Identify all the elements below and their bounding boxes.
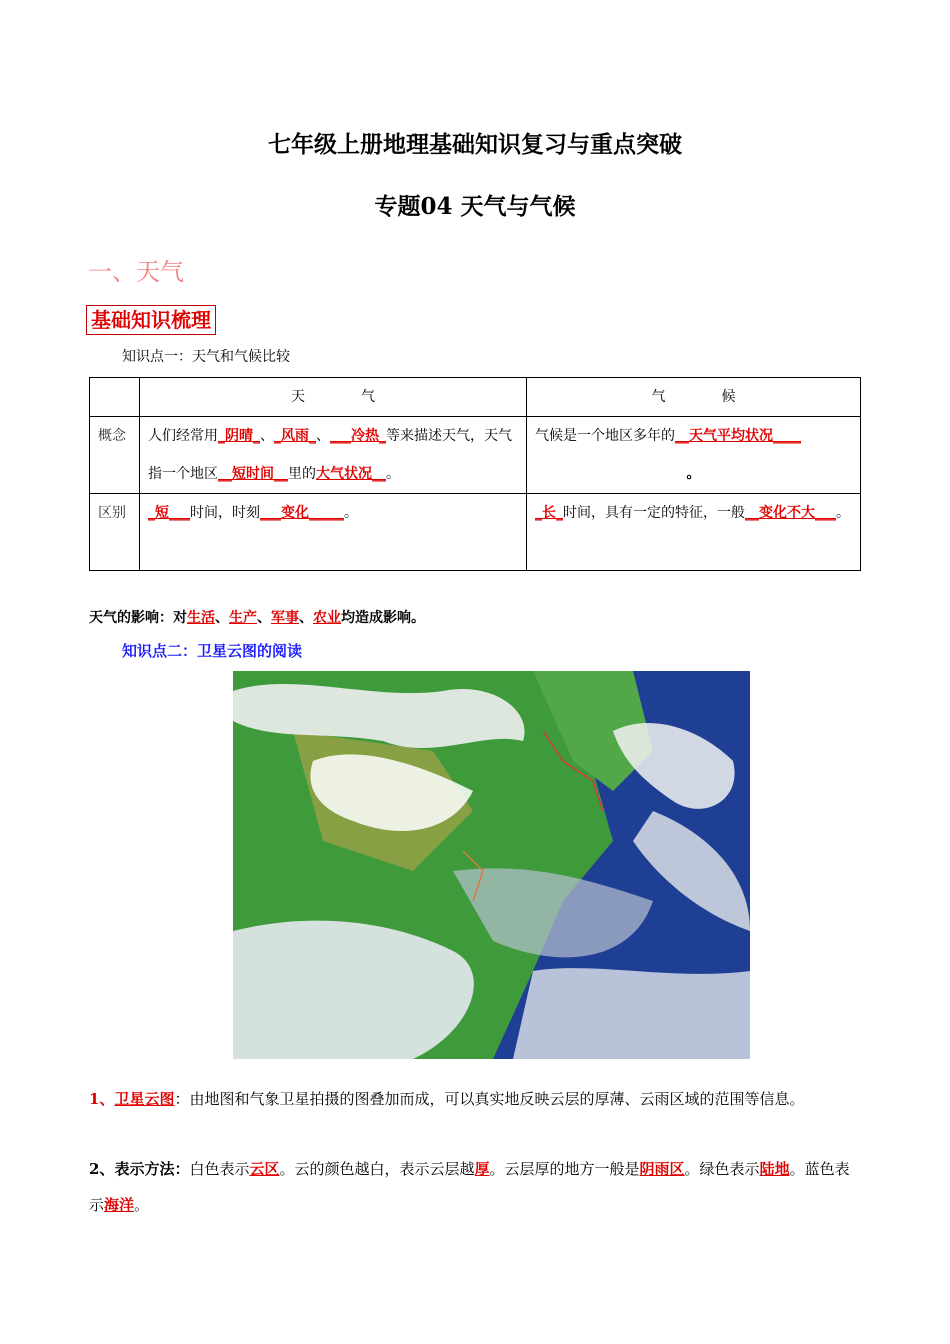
paragraph-2: 2、表示方法：白色表示云区。云的颜色越白，表示云层越厚。云层厚的地方一般是阴雨区。绿色表示陆地。蓝色表示海洋。 [89,1160,850,1214]
satellite-cloud-image [233,671,750,1059]
kp2-title: 知识点二：卫星云图的阅读 [122,642,303,660]
weather-diff-cell: _短___时间，时刻___变化_____。 [140,494,527,571]
climate-concept-cell: 气候是一个地区多年的__天气平均状况____ 。 [527,417,861,494]
page-title: 七年级上册地理基础知识复习与重点突破 [268,131,682,158]
comparison-table [89,377,861,571]
paragraph-1: 1、卫星云图：由地图和气象卫星拍摄的图叠加而成，可以真实地反映云层的厚薄、云雨区域的范围等信息。 [89,1090,805,1108]
table-row [90,494,861,571]
section-box-label: 基础知识梳理 [86,305,216,335]
weather-concept-cell: 人们经常用_阴晴_、_风雨_、___冷热_等来描述天气，天气指一个地区__短时间__里的大气状况__。 [140,417,527,494]
section-heading: 一、天气 [88,258,184,286]
climate-diff-cell: _长_时间，具有一定的特征，一般__变化不大___。 [527,494,861,571]
row-label-concept: 概念 [90,417,140,494]
col-climate: 气 候 [527,378,861,417]
table-row [90,417,861,494]
weather-impact-line: 天气的影响：对生活、生产、军事、农业均造成影响。 [89,610,425,626]
page-subtitle: 专题04 天气与气候 [374,193,576,220]
col-weather: 天 气 [140,378,527,417]
kp1-title: 知识点一：天气和气候比较 [122,349,290,365]
table-header-row [90,378,861,417]
row-label-diff: 区别 [90,494,140,571]
